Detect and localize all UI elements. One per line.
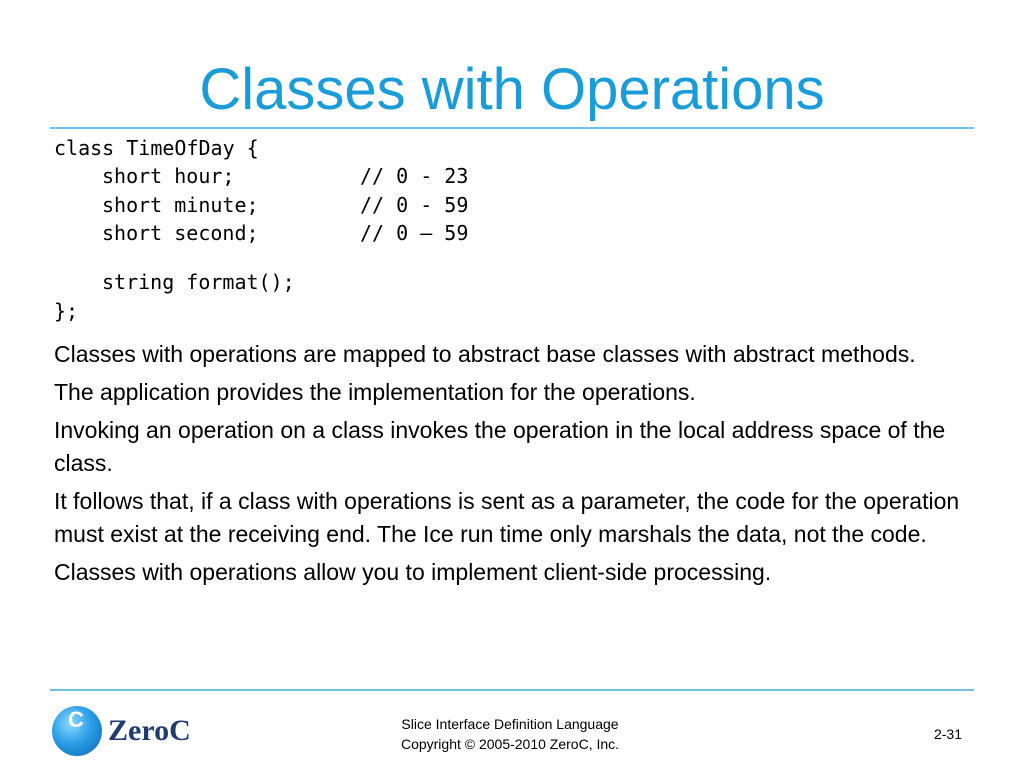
code-line-class-decl: class TimeOfDay {: [54, 136, 259, 160]
bullet-item: It follows that, if a class with operations is sent as a parameter, the code for the operation must exist at the receiving end. The Ice run time only marshals the data, not the code.: [54, 488, 960, 547]
bullet-item: Classes with operations allow you to implement client-side processing.: [54, 559, 772, 585]
code-comment-second: // 0 – 59: [360, 221, 469, 245]
page-number: 2-31: [933, 726, 962, 742]
zeroc-logo: [52, 706, 212, 756]
footer-copyright: Copyright © 2005-2010 ZeroC, Inc.: [400, 736, 620, 752]
slide-title: Classes with Operations: [199, 57, 825, 122]
footer-course-title: Slice Interface Definition Language: [401, 716, 619, 732]
title-divider: [50, 127, 974, 129]
code-line-hour: short hour;: [102, 164, 235, 188]
bullet-list: [54, 338, 974, 594]
code-comment-minute: // 0 - 59: [360, 193, 469, 217]
logo-wordmark: ZeroC: [108, 714, 191, 747]
code-line-format: string format();: [102, 270, 295, 294]
code-comment-hour: // 0 - 23: [360, 164, 469, 188]
code-line-minute: short minute;: [102, 193, 259, 217]
bullet-item: The application provides the implementation for the operations.: [54, 379, 696, 405]
bullet-item: Invoking an operation on a class invokes the operation in the local address space of the class.: [54, 417, 946, 476]
bullet-item: Classes with operations are mapped to abstract base classes with abstract methods.: [54, 341, 916, 367]
logo-letter: C: [68, 707, 84, 732]
code-line-second: short second;: [102, 221, 259, 245]
footer-caption: [340, 714, 680, 754]
code-line-close: };: [54, 299, 79, 323]
footer-divider: [50, 689, 974, 691]
